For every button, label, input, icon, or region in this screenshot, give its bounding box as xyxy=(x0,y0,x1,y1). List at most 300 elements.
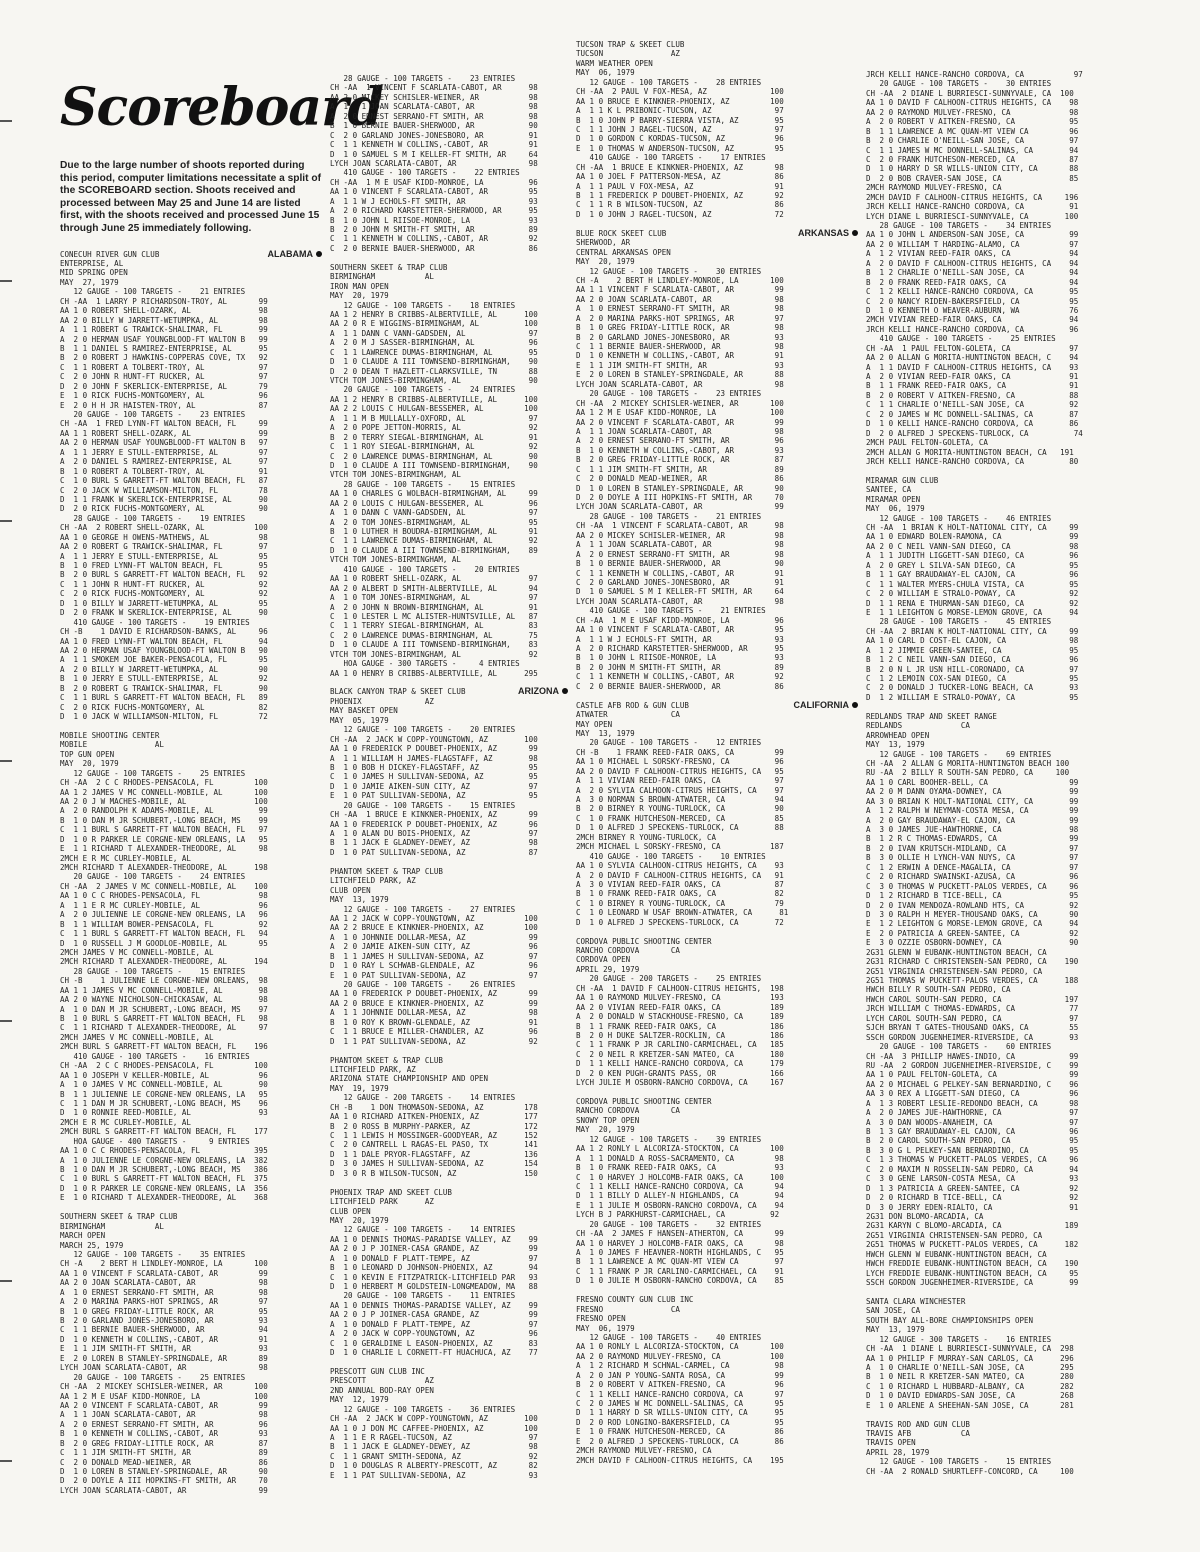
result-line xyxy=(866,429,1166,438)
line-text: 2MCH RICHARD T ALEXANDER-THEODORE, AL 194 xyxy=(60,957,268,967)
line-text: AA 2 0 RAYMOND MULVEY-FRESNO, CA 98 xyxy=(866,107,1079,117)
result-line xyxy=(60,467,322,476)
line-text: B 1 2 R C THOMAS-EDWARDS, CA 99 xyxy=(866,834,1079,844)
club-header-line xyxy=(330,687,568,696)
result-line xyxy=(576,1229,858,1238)
result-line xyxy=(576,653,858,662)
state-label: ARKANSAS xyxy=(797,227,849,238)
state-label: CALIFORNIA xyxy=(793,699,849,710)
line-text: TRAVIS AFB CA xyxy=(866,1429,970,1438)
line-text: 2MCH E R MC CURLEY-MOBILE, AL xyxy=(60,1117,191,1127)
result-line xyxy=(576,833,858,842)
line-text: B 1 0 GREG FRIDAY-LITTLE ROCK, AR 98 xyxy=(576,323,784,333)
result-line xyxy=(330,168,568,177)
line-text: B 1 0 LUTHER H BOUDRA-BIRMINGHAM, AL 91 xyxy=(330,527,538,536)
line-text: MAY 19, 1979 xyxy=(330,1083,389,1093)
line-text: C 2 0 MAXIM N ROSSELIN-SAN PEDRO, CA 94 xyxy=(866,1164,1079,1174)
result-line xyxy=(866,297,1166,306)
result-line xyxy=(330,546,568,555)
club-header-line xyxy=(576,701,858,710)
line-text: CENTRAL ARKANSAS OPEN xyxy=(576,247,671,257)
result-line xyxy=(60,1307,322,1316)
line-text: AA 1 0 RAYMOND MULVEY-FRESNO, CA 193 xyxy=(576,993,784,1003)
line-text: B 1 1 JACK E GLADNEY-DEWEY, AZ 98 xyxy=(330,838,538,848)
result-line xyxy=(330,1131,568,1140)
line-text: 20 GAUGE - 100 TARGETS - 32 ENTRIES xyxy=(576,1219,762,1229)
line-text: E 1 1 JIM SMITH-FT SMITH, AR 93 xyxy=(576,360,784,370)
result-line xyxy=(866,325,1166,334)
result-line xyxy=(866,1372,1166,1381)
result-line xyxy=(576,87,858,96)
result-line xyxy=(866,985,1166,994)
line-text: JRCH KELLI HANCE-RANCHO CORDOVA, CA 97 xyxy=(866,70,1083,79)
results-list xyxy=(576,40,858,1465)
line-text: MAY 27, 1979 xyxy=(60,277,119,287)
line-text: TOP GUN OPEN xyxy=(60,749,115,759)
line-text: MAY 20, 1979 xyxy=(60,759,119,769)
line-text: D 1 0 JACK W WILLIAMSON-MILTON, FL 72 xyxy=(60,712,268,721)
result-line xyxy=(866,504,1166,513)
line-text: E 3 0 OZZIE OSBORN-DOWNEY, CA 90 xyxy=(866,938,1079,948)
line-text: AA 2 0 HERMAN USAF YOUNGBLOOD-FT WALTON B 90 xyxy=(60,645,268,655)
line-text: B 1 0 JOHN L RIISOE-MONROE, LA 93 xyxy=(330,215,538,225)
line-text: A 2 0 JAMES JUE-HAWTHORNE, CA 97 xyxy=(866,1108,1079,1118)
line-text: AA 3 0 REX A LIGGETT-SAN DIEGO, CA 96 xyxy=(866,1089,1079,1099)
line-text: CH -AA 1 BRUCE E KINKNER-PHOENIX, AZ 98 xyxy=(576,162,784,172)
result-line xyxy=(330,414,568,423)
result-line xyxy=(330,801,568,810)
result-line xyxy=(60,1033,322,1042)
line-text: CH -B 1 JULIENNE LE CORGNE-NEW ORLEANS, 98 xyxy=(60,976,268,986)
result-line xyxy=(60,1278,322,1287)
result-line xyxy=(330,1159,568,1168)
line-text: CH -AA 1 VINCENT F SCARLATA-CABOT, AR 98 xyxy=(576,521,784,531)
line-text: A 1 2 VIVIAN REED-FAIR OAKS, CA 94 xyxy=(866,249,1079,259)
line-text: AA 2 0 MICKEY SCHISLER-WEINER, AR 98 xyxy=(576,530,784,540)
line-text: 12 GAUGE - 200 TARGETS - 14 ENTRIES xyxy=(330,1093,516,1103)
line-text: C 1 1 GRANT SMITH-SEDONA, AZ 92 xyxy=(330,1451,538,1461)
result-line xyxy=(866,948,1166,957)
result-line xyxy=(330,621,568,630)
state-heading xyxy=(798,229,858,238)
result-line xyxy=(576,427,858,436)
result-line xyxy=(866,1080,1166,1089)
result-line xyxy=(866,665,1166,674)
result-line xyxy=(330,395,568,404)
result-line xyxy=(866,1401,1166,1410)
result-line xyxy=(866,693,1166,702)
line-text: D 1 0 CLAUDE A III TOWNSEND-BIRMINGHAM, 90 xyxy=(330,357,538,367)
line-text: C 3 0 THOMAS W PUCKETT-PALOS VERDES, CA 96 xyxy=(866,881,1079,891)
line-text: AA 1 0 CARL BOOHER-BELL, CA 99 xyxy=(866,777,1079,787)
line-text: AA 1 0 MICHAEL L SORSKY-FRESNO, CA 96 xyxy=(576,757,784,767)
result-line xyxy=(60,382,322,391)
line-text: 2G31 RICHARD C CHRISTENSEN-SAN PEDRO, CA 190 xyxy=(866,957,1079,967)
line-text: C 1 0 HARVEY J HOLCOMB-FAIR OAKS, CA 100 xyxy=(576,1172,784,1182)
line-text: 2MCH JAMES V MC CONNELL-MOBILE, AL xyxy=(60,1032,214,1042)
result-line xyxy=(330,527,568,536)
result-line xyxy=(60,1392,322,1401)
line-text: ATWATER CA xyxy=(576,710,680,720)
result-line xyxy=(576,455,858,464)
line-text: C 2 0 NEIL R KRETZER-SAN MATEO, CA 180 xyxy=(576,1049,784,1059)
result-line xyxy=(330,187,568,196)
result-line xyxy=(60,438,322,447)
line-text: D 1 0 JOHN J RAGEL-TUCSON, AZ 72 xyxy=(576,209,784,219)
result-line xyxy=(866,1250,1166,1259)
result-line xyxy=(576,984,858,993)
line-text: AA 1 0 JOSEPH V KELLER-MOBILE, AL 96 xyxy=(60,1070,268,1080)
line-text: D 1 0 ALFRED J SPECKENS-TURLOCK, CA 88 xyxy=(576,823,784,833)
result-line xyxy=(866,561,1166,570)
result-line xyxy=(576,512,858,521)
line-text: A 2 0 GAY BRAUDAWAY-EL CAJON, CA 99 xyxy=(866,815,1079,825)
result-line xyxy=(330,640,568,649)
result-line xyxy=(60,589,322,598)
line-text: B 2 0 ROBERT V AITKEN-FRESNO, CA 96 xyxy=(576,1380,784,1390)
line-text: VTCH TOM JONES-BIRMINGHAM, AL xyxy=(330,470,461,480)
line-text: 20 GAUGE - 100 TARGETS - 26 ENTRIES xyxy=(330,980,516,989)
result-line xyxy=(576,889,858,898)
line-text: C 1 1 WALTER MYERS-CHULA VISTA, CA 95 xyxy=(866,579,1079,589)
result-line xyxy=(60,1005,322,1014)
result-line xyxy=(866,306,1166,315)
result-line xyxy=(866,1089,1166,1098)
line-text: D 2 0 IVAN MENDOZA-ROWLAND HTS, CA 92 xyxy=(866,900,1079,910)
line-text: A 2 0 RANDOLPH K ADAMS-MOBILE, AL 99 xyxy=(60,806,268,816)
line-text: D 1 1 FRANK W SKERLICK-ENTERPRISE, AL 90 xyxy=(60,494,268,504)
result-line xyxy=(866,750,1166,759)
line-text: D 1 2 WILLIAM E STRALO-POWAY, CA 95 xyxy=(866,692,1079,702)
result-line xyxy=(330,989,568,998)
line-text: PRESCOTT GUN CLUB INC xyxy=(330,1366,425,1376)
line-text: RANCHO CORDOVA CA xyxy=(576,1106,680,1116)
line-text: LYCH JOAN SCARLATA-CABOT, AR 99 xyxy=(60,1485,268,1495)
line-text: 12 GAUGE - 100 TARGETS - 46 ENTRIES xyxy=(866,513,1052,523)
line-text: D 1 1 BILLY D ALLEY-N HIGHLANDS, CA 94 xyxy=(576,1191,784,1201)
line-text: C 1 1 BURL S GARRETT-FT WALTON BEACH, FL 97 xyxy=(60,825,268,835)
line-text: D 1 0 R PARKER LE CORGNE-NEW ORLEANS, LA 95 xyxy=(60,834,268,844)
result-line xyxy=(60,1090,322,1099)
result-line xyxy=(866,146,1166,155)
line-text: B 1 2 CHARLIE O'NEILL-SAN JOSE, CA 94 xyxy=(866,268,1079,278)
line-text: B 1 0 GREG FRIDAY-LITTLE ROCK, AR 95 xyxy=(60,1306,268,1316)
result-line xyxy=(60,1014,322,1023)
line-text: D 1 1 HARRY D SR WILLS-UNION CITY, CA 95 xyxy=(576,1408,784,1418)
line-text: D 1 2 RICHARD B TICE-BELL, CA 95 xyxy=(866,891,1079,901)
result-line xyxy=(330,1376,568,1385)
line-text: A 2 0 MARINA PARKS-HOT SPRINGS, AR 97 xyxy=(576,313,784,323)
line-text: AA 1 0 FREDERICK P DOUBET-PHOENIX, AZ 99 xyxy=(330,989,538,999)
result-line xyxy=(330,1452,568,1461)
result-line xyxy=(576,1408,858,1417)
result-line xyxy=(330,1150,568,1159)
line-text: C 1 1 KELLI HANCE-RANCHO CORDOVA, CA 94 xyxy=(576,1181,784,1191)
result-line xyxy=(576,1040,858,1049)
result-line xyxy=(60,891,322,900)
result-line xyxy=(330,1008,568,1017)
result-line xyxy=(866,599,1166,608)
result-line xyxy=(60,1108,322,1117)
result-line xyxy=(576,408,858,417)
result-line xyxy=(576,1059,858,1068)
result-line xyxy=(866,702,1166,711)
margin-tick xyxy=(0,1020,12,1022)
result-line xyxy=(330,848,568,857)
result-line xyxy=(866,391,1166,400)
result-line xyxy=(866,438,1166,447)
result-line xyxy=(576,68,858,77)
result-line xyxy=(330,1065,568,1074)
result-line xyxy=(330,1112,568,1121)
line-text: MAY 13, 1979 xyxy=(330,895,389,905)
state-label: ARIZONA xyxy=(518,686,559,697)
line-text: B 2 0 ROBERT V AITKEN-FRESNO, CA 88 xyxy=(866,390,1079,400)
line-text: PRESCOTT AZ xyxy=(330,1376,434,1386)
line-text: C 2 0 JAMES W MC DONNELL-SALINAS, CA 95 xyxy=(576,1399,784,1408)
line-text: C 2 0 WILLIAM E STRALO-POWAY, CA 92 xyxy=(866,589,1079,599)
line-text: D 1 0 KENNETH W COLLINS,-CABOT, AR 91 xyxy=(60,1334,268,1344)
line-text: MIRAMAR OPEN xyxy=(866,494,921,504)
line-text: C 1 1 RICHARD T ALEXANDER-THEODORE, AL 97 xyxy=(60,1023,268,1033)
result-line xyxy=(576,682,858,691)
line-text: D 1 0 KELLI HANCE-RANCHO CORDOVA, CA 86 xyxy=(866,419,1079,429)
line-text: E 1 0 PAT SULLIVAN-SEDONA, AZ 95 xyxy=(330,791,538,801)
result-line xyxy=(576,1257,858,1266)
line-text: B 1 1 JACK E GLADNEY-DEWEY, AZ 98 xyxy=(330,1442,538,1452)
line-text: D 1 0 KENNETH O WEAVER-AUBURN, WA 76 xyxy=(866,305,1079,315)
line-text: A 2 0 ERNEST SERRANO-FT SMITH, AR 98 xyxy=(330,111,538,121)
result-line xyxy=(60,533,322,542)
result-line xyxy=(866,240,1166,249)
line-text: AA 2 0 JOAN SCARLATA-CABOT, AR 98 xyxy=(576,294,784,304)
result-line xyxy=(330,225,568,234)
line-text: 20 GAUGE - 100 TARGETS - 11 ENTRIES xyxy=(330,1291,516,1301)
result-line xyxy=(60,684,322,693)
result-line xyxy=(866,1429,1166,1438)
line-text: APRIL 28, 1979 xyxy=(866,1447,930,1457)
line-text: FRESNO CA xyxy=(576,1304,680,1314)
line-text: AA 1 0 C C RHODES-PENSACOLA, FL 98 xyxy=(60,891,268,901)
line-text: BLUE ROCK SKEET CLUB xyxy=(576,228,667,238)
line-text: C 1 1 JOHN R HUNT-FT RUCKER, AL 92 xyxy=(60,579,268,589)
result-line xyxy=(576,59,858,68)
result-line xyxy=(576,1437,858,1446)
line-text: D 1 0 JAMIE AIKEN-SUN CITY, AZ 97 xyxy=(330,781,538,791)
line-text: B 1 0 FRANK REED-FAIR OAKS, CA 82 xyxy=(576,889,784,899)
result-line xyxy=(866,919,1166,928)
result-line xyxy=(330,1386,568,1395)
result-line xyxy=(330,348,568,357)
line-text: MAY 06, 1979 xyxy=(576,1323,635,1333)
line-text: CH -A 2 BERT H LINDLEY-MONROE, LA 100 xyxy=(576,275,784,285)
line-text: 410 GAUGE - 100 TARGETS - 17 ENTRIES xyxy=(576,153,766,163)
result-line xyxy=(576,550,858,559)
line-text: C 1 0 LESTER L MC ALISTER-HUNTSVILLE, AL 87 xyxy=(330,611,538,621)
line-text: LYCH JOAN SCARLATA-CABOT, AR 99 xyxy=(576,502,784,512)
line-text: E 1 0 RICHARD T ALEXANDER-THEODORE, AL 368 xyxy=(60,1193,268,1203)
result-line xyxy=(866,523,1166,532)
line-text: AA 1 2 M E USAF KIDD-MONROE, LA 100 xyxy=(576,408,784,418)
line-text: D 1 0 CLAUDE A III TOWNSEND-BIRMINGHAM, 90 xyxy=(330,460,538,470)
line-text: 2MCH JAMES V MC CONNELL-MOBILE, AL xyxy=(60,947,214,957)
bullet-dot-icon xyxy=(316,251,322,257)
result-line xyxy=(866,1420,1166,1429)
line-text: C 1 0 BIRNEY R YOUNG-TURLOCK, CA 79 xyxy=(576,898,784,908)
result-line xyxy=(60,561,322,570)
result-line xyxy=(60,316,322,325)
result-line xyxy=(60,1373,322,1382)
result-line xyxy=(330,1084,568,1093)
line-text: C 1 1 LEWIS H MOSSINGER-GOODYEAR, AZ 152 xyxy=(330,1131,538,1140)
line-text: D 1 0 BILLY W JARRETT-WETUMPKA, AL 95 xyxy=(60,598,268,608)
result-line xyxy=(866,127,1166,136)
line-text: ENTERPRISE, AL xyxy=(60,259,124,268)
line-text: AA 2 0 VINCENT F SCARLATA-CABOT, AR 99 xyxy=(576,417,784,427)
line-text: FRESNO OPEN xyxy=(576,1314,626,1324)
line-text: AA 2 0 LOUIS C HULGAN-BESSEMER, AL 96 xyxy=(330,498,538,508)
line-text: 12 GAUGE - 100 TARGETS - 25 ENTRIES xyxy=(60,768,246,778)
result-line xyxy=(60,844,322,853)
line-text: C 1 1 R B WILSON-TUCSON, AZ 86 xyxy=(576,200,784,210)
line-text: E 1 0 RICK FUCHS-MONTGOMERY, AL 96 xyxy=(60,391,268,401)
line-text: C 2 0 CANTRELL L RAGAS-EL PASO, TX 141 xyxy=(330,1140,538,1150)
line-text: A 1 0 DANN C VANN-GADSDEN, AL 97 xyxy=(330,508,538,518)
result-line xyxy=(866,1042,1166,1051)
line-text: BLACK CANYON TRAP & SKEET CLUB xyxy=(330,687,466,697)
result-line xyxy=(866,117,1166,126)
line-text: BIRMINGHAM AL xyxy=(60,1221,164,1231)
line-text: APRIL 29, 1979 xyxy=(576,964,640,974)
result-line xyxy=(330,461,568,470)
line-text: BIRMINGHAM AL xyxy=(330,272,434,282)
result-line xyxy=(576,531,858,540)
state-heading xyxy=(268,250,323,259)
line-text: D 1 0 CHARLIE L CORNETT-FT HUACHUCA, AZ 77 xyxy=(330,1348,538,1358)
line-text: A 1 0 JOHNNIE DOLLAR-MESA, AZ 99 xyxy=(330,932,538,942)
result-line xyxy=(60,693,322,702)
line-text: C 1 0 KEVIN E FITZPATRICK-LITCHFIELD PAR 93 xyxy=(330,1272,538,1282)
result-line xyxy=(576,804,858,813)
result-line xyxy=(866,278,1166,287)
line-text: B 1 0 ROBERT A TOLBERT-TROY, AL 91 xyxy=(60,466,268,476)
result-line xyxy=(576,380,858,389)
line-text: A 1 0 ALAN DU BOIS-PHOENIX, AZ 97 xyxy=(330,829,538,838)
result-line xyxy=(576,946,858,955)
line-text: 12 GAUGE - 100 TARGETS - 36 ENTRIES xyxy=(330,1404,516,1414)
line-text: SOUTH BAY ALL-BORE CHAMPIONSHIPS OPEN xyxy=(866,1315,1034,1325)
line-text: CH -AA 1 VINCENT F SCARLATA-CABOT, AR 98 xyxy=(330,83,538,93)
result-line xyxy=(866,589,1166,598)
result-line xyxy=(60,769,322,778)
line-text: HWCH BILLY R SOUTH-SAN PEDRO, CA xyxy=(866,985,1011,995)
result-line xyxy=(60,646,322,655)
result-line xyxy=(576,502,858,511)
result-line xyxy=(576,1239,858,1248)
result-line xyxy=(576,965,858,974)
result-line xyxy=(330,1093,568,1102)
result-line xyxy=(576,899,858,908)
result-line xyxy=(330,1329,568,1338)
result-line xyxy=(576,200,858,209)
line-text: AA 2 0 C NEIL VANN-SAN DIEGO, CA 98 xyxy=(866,541,1079,551)
line-text: E 1 1 RICHARD T ALEXANDER-THEODORE, AL 98 xyxy=(60,844,268,854)
result-line xyxy=(576,861,858,870)
result-line xyxy=(60,344,322,353)
result-line xyxy=(330,1027,568,1036)
result-line xyxy=(60,457,322,466)
line-text: C 1 1 BURL S GARRETT-FT WALTON BEACH, FL 94 xyxy=(60,929,268,939)
line-text: AA 2 2 BRUCE E KINKNER-PHOENIX, AZ 100 xyxy=(330,923,538,933)
result-line xyxy=(576,182,858,191)
result-line xyxy=(866,334,1166,343)
result-line xyxy=(60,335,322,344)
result-line xyxy=(60,1288,322,1297)
result-line xyxy=(330,1254,568,1263)
result-line xyxy=(576,1380,858,1389)
line-text: 12 GAUGE - 100 TARGETS - 30 ENTRIES xyxy=(576,266,762,276)
line-text: CH -AA 2 MICKEY SCHISLER-WEINER, AR 100 xyxy=(60,1382,268,1392)
line-text: CH -AA 2 JAMES V MC CONNELL-MOBILE, AL 100 xyxy=(60,881,268,891)
line-text: A 1 1 VIVIAN REED-FAIR OAKS, CA 97 xyxy=(576,776,784,786)
result-line xyxy=(866,731,1166,740)
result-line xyxy=(576,1399,858,1408)
result-line xyxy=(866,787,1166,796)
state-label: ALABAMA xyxy=(267,248,313,259)
result-line xyxy=(866,1221,1166,1230)
result-line xyxy=(576,399,858,408)
results-list xyxy=(330,74,568,1480)
result-line xyxy=(330,1282,568,1291)
result-line xyxy=(60,325,322,334)
result-line xyxy=(60,882,322,891)
line-text: C 1 1 TERRY SIEGAL-BIRMINGHAM, AL 83 xyxy=(330,621,538,631)
line-text: B 2 0 GARLAND JONES-JONESBORO, AR 93 xyxy=(60,1316,268,1325)
line-text: C 1 1 FRANK P JR CARLINO-CARMICHAEL, CA 185 xyxy=(576,1040,784,1050)
line-text: C 2 0 JACK W WILLIAMSON-MILTON, FL 78 xyxy=(60,485,268,495)
line-text: C 1 2 LEMOIN COX-SAN DIEGO, CA 95 xyxy=(866,674,1079,683)
line-text: SOUTHERN SKEET & TRAP CLUB xyxy=(60,1212,178,1222)
line-text: A 1 1 M B MULLALLY-OXFORD, AL 97 xyxy=(330,413,538,423)
line-text: CH -AA 1 BRIAN K HOLT-NATIONAL CITY, CA 99 xyxy=(866,523,1079,532)
line-text: A 1 1 JERRY E STULL-ENTERPRISE, AL 95 xyxy=(60,551,268,561)
result-line xyxy=(60,637,322,646)
line-text: CH -AA 3 PHILLIP HAWES-INDIO, CA 99 xyxy=(866,1051,1079,1061)
result-line xyxy=(866,1184,1166,1193)
line-text: 12 GAUGE - 100 TARGETS - 40 ENTRIES xyxy=(576,1332,762,1342)
result-line xyxy=(60,1184,322,1193)
result-line xyxy=(330,744,568,753)
result-line xyxy=(330,253,568,262)
result-line xyxy=(866,834,1166,843)
line-text: SJCH BRYAN T GATES-THOUSAND OAKS, CA 55 xyxy=(866,1023,1079,1033)
result-line xyxy=(866,79,1166,88)
line-text: D 2 0 RICK FUCHS-MONTGOMERY, AL 90 xyxy=(60,504,268,514)
line-text: 12 GAUGE - 100 TARGETS - 14 ENTRIES xyxy=(330,1225,516,1235)
result-line xyxy=(330,697,568,706)
line-text: B 2 0 JOHN M SMITH-FT SMITH, AR 89 xyxy=(576,662,784,672)
result-line xyxy=(576,1333,858,1342)
result-line xyxy=(330,857,568,866)
line-text: D 1 0 DOUGLAS R ALBERTY-PRESCOTT, AZ 82 xyxy=(330,1461,538,1471)
line-text: CH -B 1 DON THOMASON-SEDONA, AZ 178 xyxy=(330,1102,538,1112)
line-text: D 1 0 JULIE M OSBORN-RANCHO CORDOVA, CA 85 xyxy=(576,1276,784,1286)
line-text: A 2 0 HERMAN USAF YOUNGBLOOD-FT WALTON B 99 xyxy=(60,334,268,344)
line-text: JRCH KELLI HANCE-RANCHO CORDOVA, CA 80 xyxy=(866,456,1079,466)
result-line xyxy=(576,1173,858,1182)
result-line xyxy=(866,1316,1166,1325)
result-line xyxy=(330,442,568,451)
